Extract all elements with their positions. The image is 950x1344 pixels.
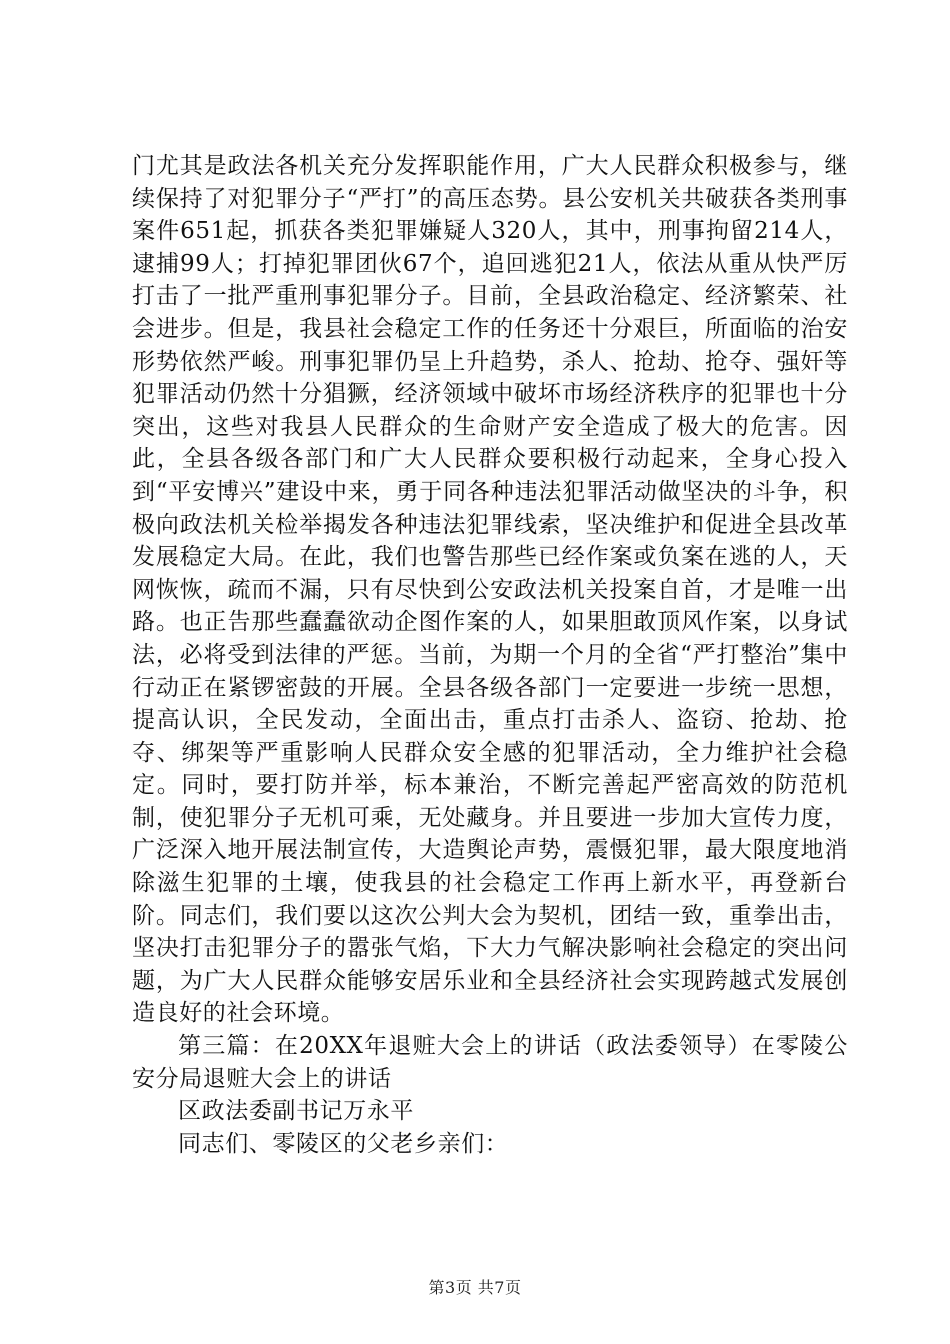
document-body — [132, 150, 848, 1160]
section-heading: 第三篇：在20XX年退赃大会上的讲话（政法委领导）在零陵公安分局退赃大会上的讲话 — [132, 1033, 848, 1092]
body-paragraph: 门尤其是政法各机关充分发挥职能作用，广大人民群众积极参与，继续保持了对犯罪分子“严打”的高压态势。县公安机关共破获各类刑事案件651起，抓获各类犯罪嫌疑人320人，其中，刑事拘留214人，逮捕99人；打掉犯罪团伙67个，追回逃犯21人，依法从重从快严厉打击了一批严重刑事犯罪分子。目前，全县政治稳定、经济繁荣、社会进步。但是，我县社会稳定工作的任务还十分艰巨，所面临的治安形势依然严峻。刑事犯罪仍呈上升趋势，杀人、抢劫、抢夺、强奸等犯罪活动仍然十分猖獗，经济领域中破坏市场经济秩序的犯罪也十分突出，这些对我县人民群众的生命财产安全造成了极大的危害。因此，全县各级各部门和广大人民群众要积极行动起来，全身心投入到“平安博兴”建设中来，勇于同各种违法犯罪活动做坚决的斗争，积极向政法机关检举揭发各种违法犯罪线索，坚决维护和促进全县改革发展稳定大局。在此，我们也警告那些已经作案或负案在逃的人，天网恢恢，疏而不漏，只有尽快到公安政法机关投案自首，才是唯一出路。也正告那些蠢蠢欲动企图作案的人，如果胆敢顶风作案，以身试法，必将受到法律的严惩。当前，为期一个月的全省“严打整治”集中行动正在紧锣密鼓的开展。全县各级各部门一定要进一步统一思想，提高认识，全民发动，全面出击，重点打击杀人、盗窃、抢劫、抢夺、绑架等严重影响人民群众安全感的犯罪活动，全力维护社会稳定。同时，要打防并举，标本兼治，不断完善起严密高效的防范机制，使犯罪分子无机可乘，无处藏身。并且要进一步加大宣传力度，广泛深入地开展法制宣传，大造舆论声势，震慑犯罪，最大限度地消除滋生犯罪的土壤，使我县的社会稳定工作再上新水平，再登新台阶。同志们，我们要以这次公判大会为契机，团结一致，重拳出击，坚决打击犯罪分子的嚣张气焰，下大力气解决影响社会稳定的突出问题，为广大人民群众能够安居乐业和全县经济社会实现跨越式发展创造良好的社会环境。 — [132, 153, 848, 1027]
page-footer: 第3页 共7页 — [428, 1278, 522, 1297]
salutation-line: 同志们、零陵区的父老乡亲们： — [178, 1130, 509, 1157]
speaker-line: 区政法委副书记万永平 — [178, 1098, 414, 1125]
